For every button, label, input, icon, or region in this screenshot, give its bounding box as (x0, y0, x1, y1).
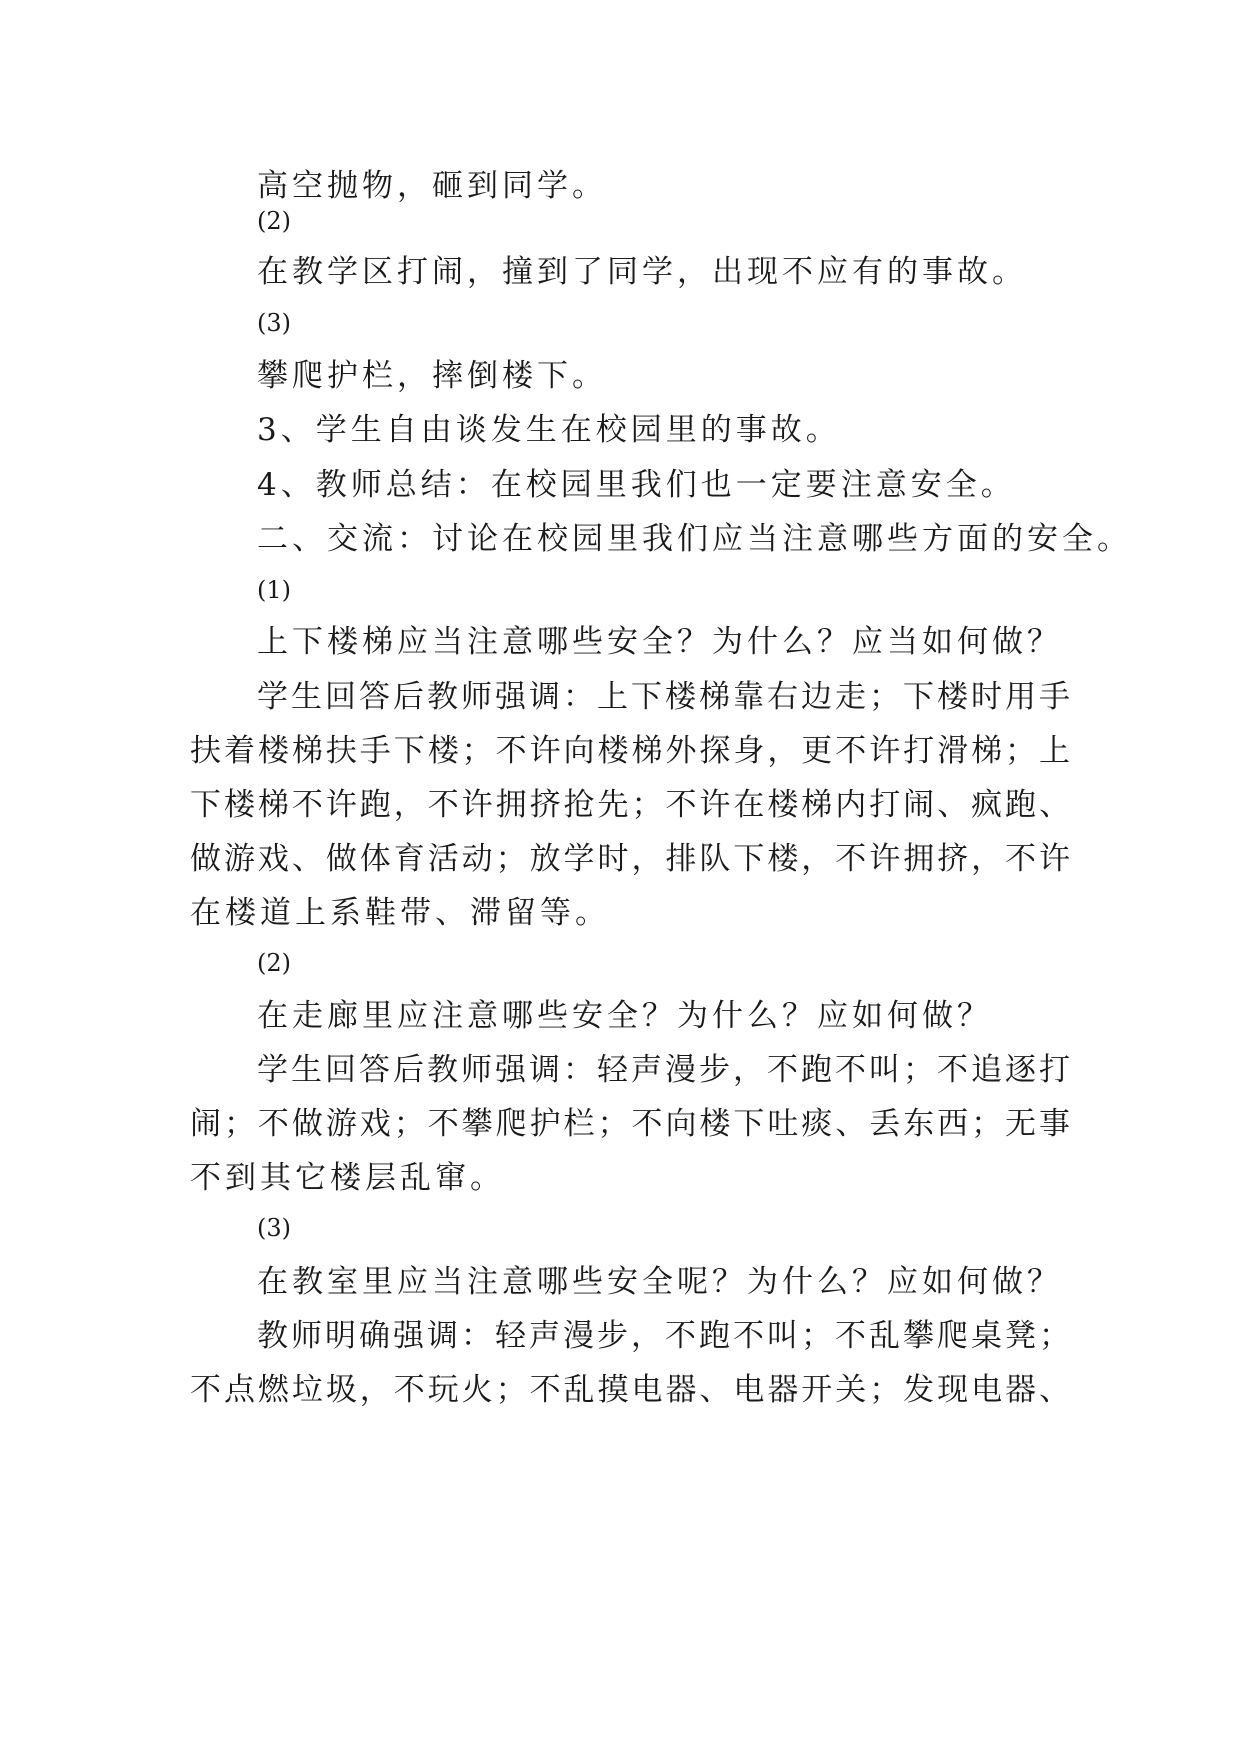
list-number: (3) (257, 1214, 291, 1242)
list-number: (1) (257, 576, 291, 604)
list-number: (2) (257, 949, 291, 977)
text-line: 下楼梯不许跑，不许拥挤抢先；不许在楼梯内打闹、疯跑、 (190, 787, 1070, 823)
text-line: 学生回答后教师强调：轻声漫步，不跑不叫；不追逐打 (257, 1052, 1070, 1088)
text-line: 在走廊里应注意哪些安全？为什么？应如何做？ (257, 998, 992, 1034)
text-line: 4、教师总结：在校园里我们也一定要注意安全。 (257, 467, 1016, 503)
text-line: 高空抛物，砸到同学。 (257, 168, 607, 204)
text-line: 在楼道上系鞋带、滞留等。 (190, 895, 610, 931)
text-line: 做游戏、做体育活动；放学时，排队下楼，不许拥挤，不许 (190, 841, 1070, 877)
text-line: 学生回答后教师强调：上下楼梯靠右边走；下楼时用手 (257, 679, 1070, 715)
text-line: 上下楼梯应当注意哪些安全？为什么？应当如何做？ (257, 624, 1062, 660)
section-heading: 二、交流：讨论在校园里我们应当注意哪些方面的安全。 (257, 521, 1132, 557)
list-number: (2) (257, 207, 291, 235)
text-line: 扶着楼梯扶手下楼；不许向楼梯外探身，更不许打滑梯；上 (190, 733, 1070, 769)
text-line: 教师明确强调：轻声漫步，不跑不叫；不乱攀爬桌凳； (257, 1318, 1070, 1354)
list-number: (3) (257, 309, 291, 337)
text-line: 攀爬护栏，摔倒楼下。 (257, 358, 607, 394)
text-line: 在教室里应当注意哪些安全呢？为什么？应如何做？ (257, 1264, 1062, 1300)
text-line: 闹；不做游戏；不攀爬护栏；不向楼下吐痰、丢东西；无事 (190, 1106, 1070, 1142)
text-line: 不点燃垃圾，不玩火；不乱摸电器、电器开关；发现电器、 (190, 1372, 1070, 1408)
text-line: 在教学区打闹，撞到了同学，出现不应有的事故。 (257, 254, 1027, 290)
text-line: 3、学生自由谈发生在校园里的事故。 (257, 412, 841, 448)
text-line: 不到其它楼层乱窜。 (190, 1160, 505, 1196)
